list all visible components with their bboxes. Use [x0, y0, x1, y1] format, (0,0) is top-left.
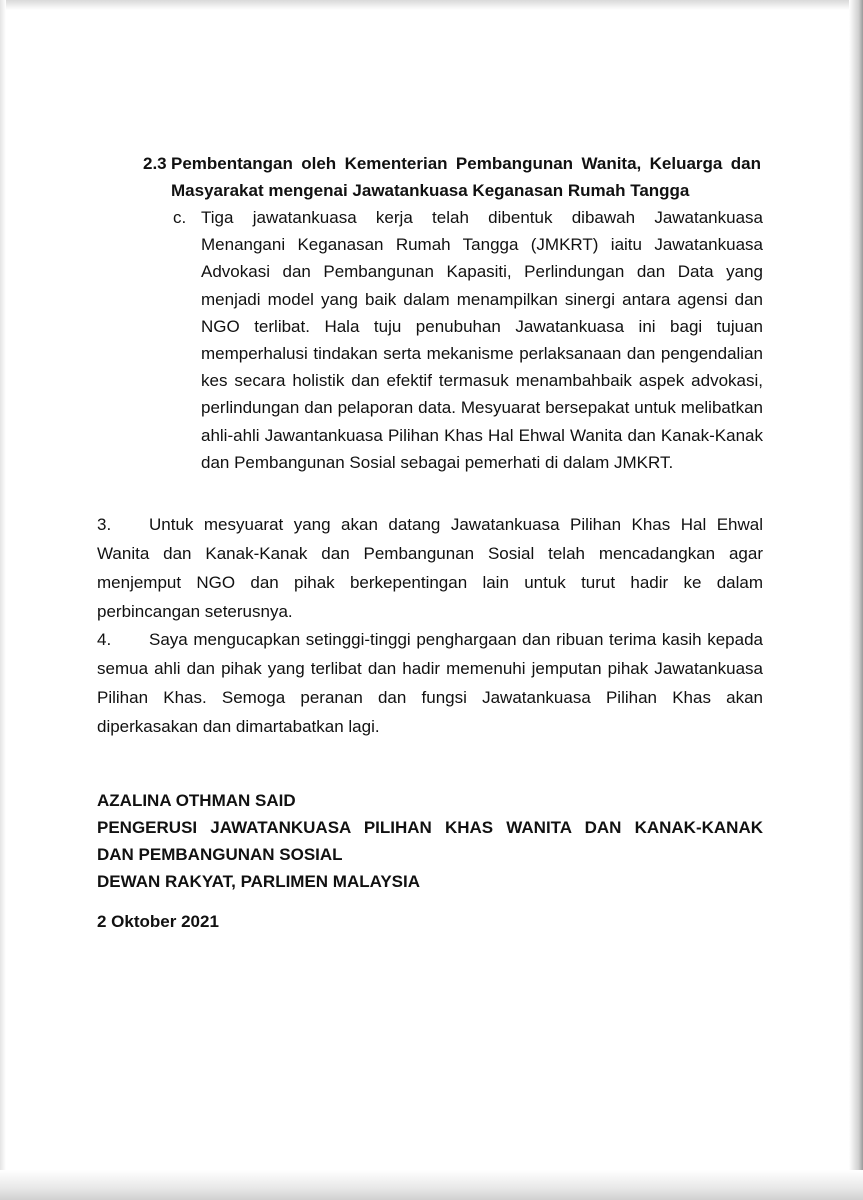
paragraph-number: 4. — [97, 630, 112, 649]
paragraph-4 — [97, 625, 763, 741]
paragraph-text: Untuk mesyuarat yang akan datang Jawatankuasa Pilihan Khas Hal Ehwal Wanita dan Kanak-Kanak dan Pembangunan Sosial telah mencadangkan agar menjemput NGO dan pihak berkepentingan lain untuk turut hadir ke dalam perbincangan seterusnya. — [97, 515, 763, 621]
page-shadow-right — [849, 0, 863, 1200]
sub-item-c — [173, 204, 763, 476]
paragraph-text: Saya mengucapkan setinggi-tinggi penghargaan dan ribuan terima kasih kepada semua ahli dan pihak yang terlibat dan hadir memenuhi jemputan pihak Jawatankuasa Pilihan Khas. Semoga peranan dan fungsi Jawatankuasa Pilihan Khas akan diperkasakan dan dimartabatkan lagi. — [97, 630, 763, 736]
sub-item-text: Tiga jawatankuasa kerja telah dibentuk dibawah Jawatankuasa Menangani Keganasan Rumah Tangga (JMKRT) iaitu Jawatankuasa Advokasi dan Pembangunan Kapasiti, Perlindungan dan Data yang menjadi model yang baik dalam menampilkan sinergi antara agensi dan NGO terlibat. Hala tuju penubuhan Jawatankuasa ini bagi tujuan memperhalusi tindakan serta mekanisme perlaksanaan dan pengendalian kes secara holistik dan efektif termasuk menambahbaik aspek advokasi, perlindungan dan pelaporan data. Mesyuarat bersepakat untuk melibatkan ahli-ahli Jawantankuasa Pilihan Khas Hal Ehwal Wanita dan Kanak-Kanak dan Pembangunan Sosial sebagai pemerhati di dalam JMKRT. — [201, 208, 763, 472]
page-shadow-bottom — [0, 1170, 863, 1200]
section-title: Pembentangan oleh Kementerian Pembangunan Wanita, Keluarga dan Masyarakat mengenai Jawatankuasa Keganasan Rumah Tangga — [171, 154, 761, 200]
section-number: 2.3 — [143, 154, 167, 173]
signature-block — [97, 787, 763, 895]
signatory-institution: DEWAN RAKYAT, PARLIMEN MALAYSIA — [97, 872, 421, 891]
signatory-position-line1: PENGERUSI JAWATANKUASA PILIHAN KHAS WANITA DAN KANAK-KANAK — [97, 818, 763, 837]
paragraph-3 — [97, 510, 763, 626]
signatory-name: AZALINA OTHMAN SAID — [97, 791, 296, 810]
page-shadow-left — [0, 0, 6, 1200]
section-heading — [143, 150, 763, 204]
paragraph-number: 3. — [97, 515, 112, 534]
page-shadow-top — [0, 0, 863, 10]
document-date: 2 Oktober 2021 — [97, 912, 219, 931]
signatory-position-line2: DAN PEMBANGUNAN SOSIAL — [97, 845, 343, 864]
sub-item-label: c. — [173, 208, 187, 227]
